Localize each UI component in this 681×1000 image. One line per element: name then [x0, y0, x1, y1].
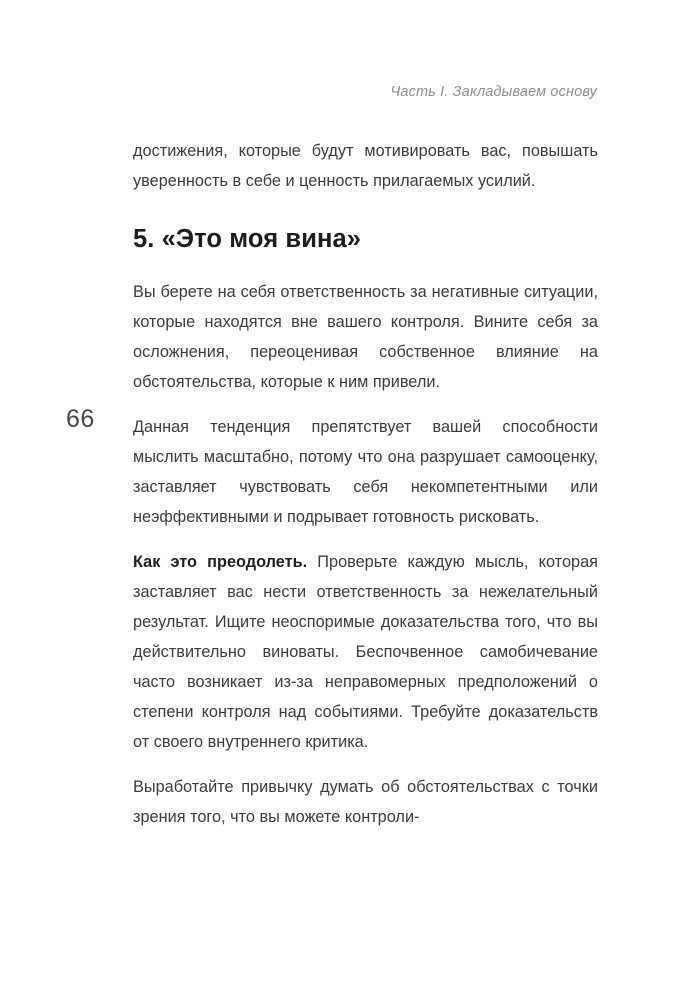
- body-paragraph-2: Данная тенденция препятствует вашей способности мыслить масштабно, потому что она разрушает самооценку, заставляет чувствовать себя некомпетентными или неэффективными и подрывает готовность рисковать.: [133, 418, 598, 526]
- paragraph-lead-in: Как это преодолеть.: [133, 553, 308, 571]
- paragraph-3-text: Проверьте каждую мысль, которая заставляет вас нести ответственность за нежелательный результат. Ищите неоспоримые доказательства того, что вы действительно виноваты. Беспочвенное самобичевание часто возникает из-за неправомерных предположений о степени контроля над событиями. Требуйте доказательств от своего внутреннего критика.: [133, 553, 598, 751]
- body-paragraph-4: Выработайте привычку думать об обстоятельствах с точки зрения того, что вы можете контроли-: [133, 778, 598, 826]
- intro-paragraph: достижения, которые будут мотивировать вас, повышать уверенность в себе и ценность прилагаемых усилий.: [133, 142, 598, 190]
- running-head: Часть I. Закладываем основу: [390, 84, 597, 100]
- section-heading: 5. «Это моя вина»: [133, 225, 362, 253]
- page-number: 66: [66, 405, 95, 433]
- body-paragraph-3: [133, 547, 598, 757]
- body-paragraph-1: Вы берете на себя ответственность за негативные ситуации, которые находятся вне вашего контроля. Вините себя за осложнения, переоценивая собственное влияние на обстоятельства, которые к ним привели.: [133, 283, 598, 391]
- text-column: [133, 136, 598, 832]
